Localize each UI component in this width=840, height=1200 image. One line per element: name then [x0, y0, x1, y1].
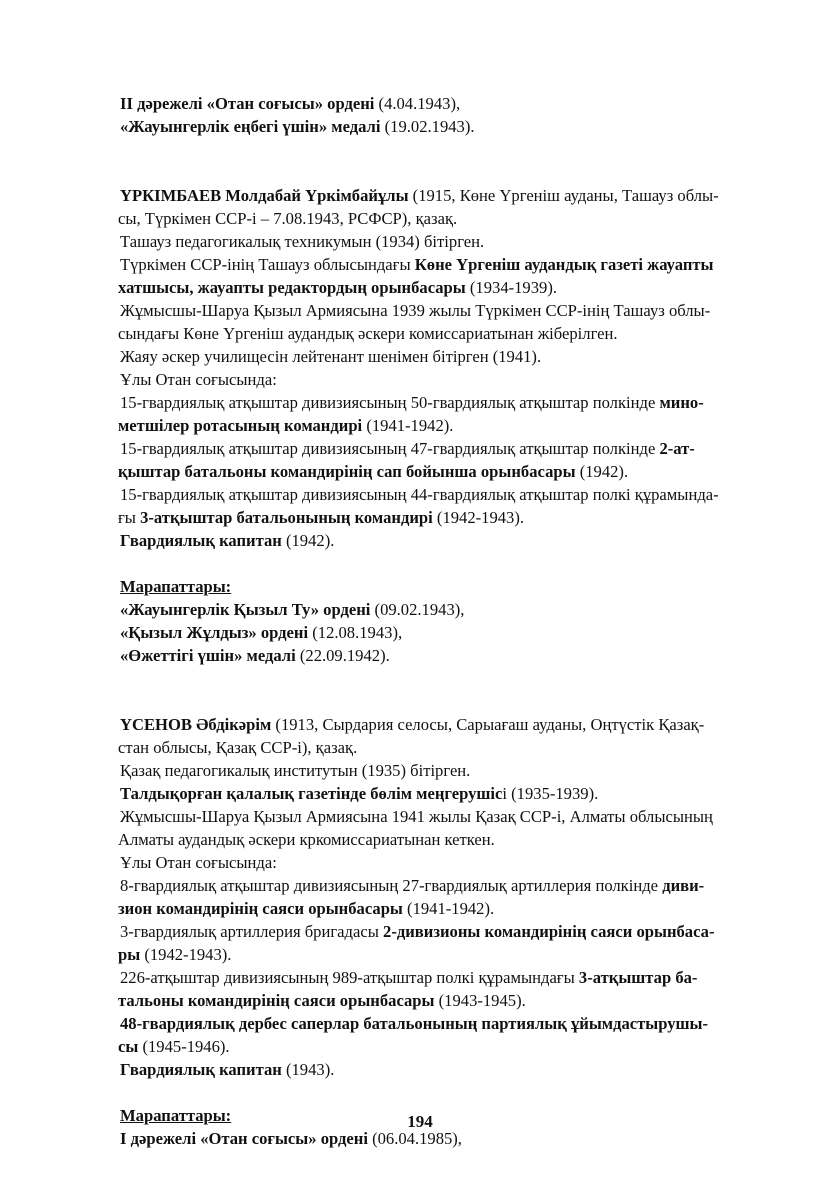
awards-heading: Марапаттары:	[120, 1106, 232, 1125]
page-content	[120, 92, 792, 1150]
biography-urkimbaev	[120, 184, 792, 667]
biography-usenov	[120, 713, 792, 1150]
text-line: стан облысы, Қазақ ССР-і), қазақ.	[118, 738, 358, 757]
award-line: «Қызыл Жұлдыз» ордені (12.08.1943),	[120, 623, 403, 642]
text-line: Ұлы Отан соғысында:	[120, 853, 277, 872]
person-name: ҮРКІМБАЕВ Молдабай Үркімбайұлы	[120, 186, 409, 205]
text-line: Талдықорған қалалық газетінде бөлім меңгерушісі (1935-1939).	[120, 784, 599, 803]
text-line: 15-гвардиялық атқыштар дивизиясының 47-гвардиялық атқыштар полкінде 2-ат-	[120, 439, 695, 458]
text-line: 48-гвардиялық дербес саперлар батальонының партиялық ұйымдастырушы-	[120, 1014, 709, 1033]
text-line: сы (1945-1946).	[118, 1037, 230, 1056]
text-line: Жұмысшы-Шаруа Қызыл Армиясына 1941 жылы Қазақ ССР-і, Алматы облысының	[120, 807, 713, 826]
text-line: Гвардиялық капитан (1943).	[120, 1060, 335, 1079]
text-line: Жұмысшы-Шаруа Қызыл Армиясына 1939 жылы Түркімен ССР-інің Ташауз облы-	[120, 301, 711, 320]
text-line: 8-гвардиялық атқыштар дивизиясының 27-гвардиялық артиллерия полкінде диви-	[120, 876, 705, 895]
award-line: І дәрежелі «Отан соғысы» ордені (06.04.1985),	[120, 1129, 462, 1148]
text-line: ры (1942-1943).	[118, 945, 232, 964]
text-line: Алматы аудандық әскери кркомиссариатынан кеткен.	[118, 830, 495, 849]
text-line: Ташауз педагогикалық техникумын (1934) бітірген.	[120, 232, 485, 251]
award-line: «Өжеттігі үшін» медалі (22.09.1942).	[120, 646, 390, 665]
text-line: 3-гвардиялық артиллерия бригадасы 2-дивизионы командирінің саяси орынбаса-	[120, 922, 715, 941]
text-line: Қазақ педагогикалық институтын (1935) бітірген.	[120, 761, 471, 780]
award-line: ІІ дәрежелі «Отан соғысы» ордені (4.04.1943),	[120, 94, 461, 113]
text-line: ғы 3-атқыштар батальонының командирі (1942-1943).	[118, 508, 525, 527]
text-line: Гвардиялық капитан (1942).	[120, 531, 335, 550]
bio-header: ҮСЕНОВ Әбдікәрім (1913, Сырдария селосы, Сарыағаш ауданы, Оңтүстік Қазақ-	[120, 715, 705, 734]
text-line: қыштар батальоны командирінің сап бойынша орынбасары (1942).	[118, 462, 629, 481]
text-line: 15-гвардиялық атқыштар дивизиясының 50-гвардиялық атқыштар полкінде мино-	[120, 393, 704, 412]
text-line: Жаяу әскер училищесін лейтенант шенімен бітірген (1941).	[120, 347, 542, 366]
text-line: 15-гвардиялық атқыштар дивизиясының 44-гвардиялық атқыштар полкі құрамында-	[120, 485, 719, 504]
text-line: зион командирінің саяси орынбасары (1941-1942).	[118, 899, 495, 918]
text-line: сы, Түркімен ССР-і – 7.08.1943, РСФСР), қазақ.	[118, 209, 458, 228]
text-line: Ұлы Отан соғысында:	[120, 370, 277, 389]
text-line: 226-атқыштар дивизиясының 989-атқыштар полкі құрамындағы 3-атқыштар ба-	[120, 968, 698, 987]
text-line: сындағы Көне Үргеніш аудандық әскери комиссариатынан жіберілген.	[118, 324, 618, 343]
award-line: «Жауынгерлік Қызыл Ту» ордені (09.02.1943),	[120, 600, 465, 619]
person-name: ҮСЕНОВ Әбдікәрім	[120, 715, 272, 734]
text-line: хатшысы, жауапты редактордың орынбасары (1934-1939).	[118, 278, 557, 297]
text-line: тальоны командирінің саяси орынбасары (1943-1945).	[118, 991, 526, 1010]
award-line: «Жауынгерлік еңбегі үшін» медалі (19.02.1943).	[120, 117, 475, 136]
awards-heading: Марапаттары:	[120, 577, 232, 596]
bio-header: ҮРКІМБАЕВ Молдабай Үркімбайұлы (1915, Көне Үргеніш ауданы, Ташауз облы-	[120, 186, 719, 205]
page-number: 194	[407, 1112, 433, 1131]
text-line: Түркімен ССР-інің Ташауз облысындағы Көне Үргеніш аудандық газеті жауапты	[120, 255, 714, 274]
text-line: метшілер ротасының командирі (1941-1942).	[118, 416, 454, 435]
